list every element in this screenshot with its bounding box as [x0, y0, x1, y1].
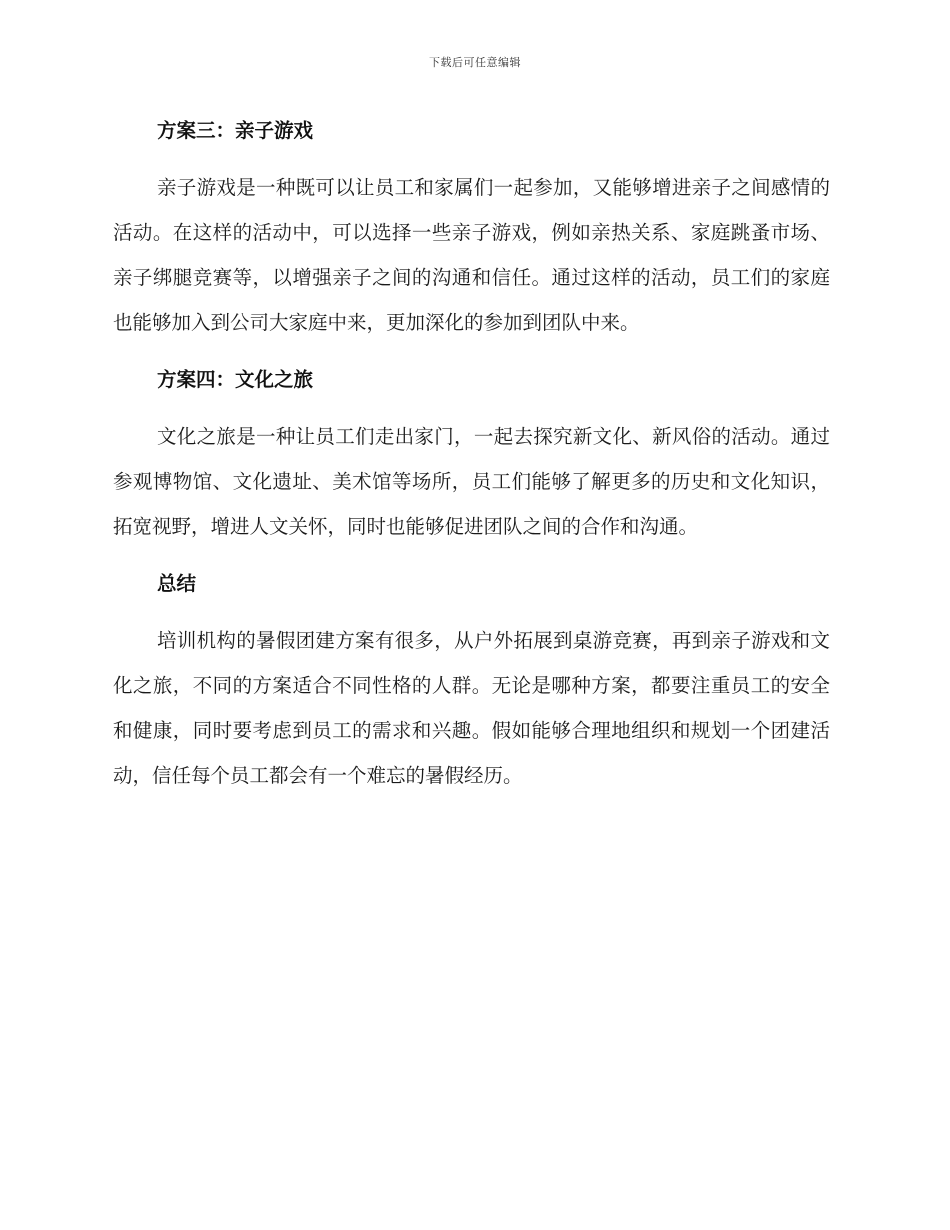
header-note: 下载后可任意编辑 [429, 56, 521, 69]
section-heading: 总结 [157, 572, 197, 595]
section-heading: 方案三：亲子游戏 [157, 119, 314, 142]
section-plan-four [113, 357, 830, 549]
section-paragraph: 亲子游戏是一种既可以让员工和家属们一起参加，又能够增进亲子之间感情的活动。在这样的活动中，可以选择一些亲子游戏，例如亲热关系、家庭跳蚤市场、亲子绑腿竞赛等，以增强亲子之间的沟通和信任。通过这样的活动，员工们的家庭也能够加入到公司大家庭中来，更加深化的参加到团队中来。 [113, 176, 830, 334]
document-body [113, 108, 830, 798]
section-plan-three [113, 108, 830, 345]
section-heading: 方案四：文化之旅 [157, 368, 314, 391]
section-paragraph: 文化之旅是一种让员工们走出家门，一起去探究新文化、新风俗的活动。通过参观博物馆、文化遗址、美术馆等场所，员工们能够了解更多的历史和文化知识，拓宽视野，增进人文关怀，同时也能够促进团队之间的合作和沟通。 [113, 425, 830, 538]
section-gap [113, 549, 830, 561]
section-summary [113, 561, 830, 798]
heading-gap [113, 153, 830, 165]
section-gap [113, 345, 830, 357]
heading-gap [113, 402, 830, 414]
section-paragraph: 培训机构的暑假团建方案有很多，从户外拓展到桌游竞赛，再到亲子游戏和文化之旅，不同的方案适合不同性格的人群。无论是哪种方案，都要注重员工的安全和健康，同时要考虑到员工的需求和兴趣。假如能够合理地组织和规划一个团建活动，信任每个员工都会有一个难忘的暑假经历。 [113, 629, 830, 787]
heading-gap [113, 606, 830, 618]
